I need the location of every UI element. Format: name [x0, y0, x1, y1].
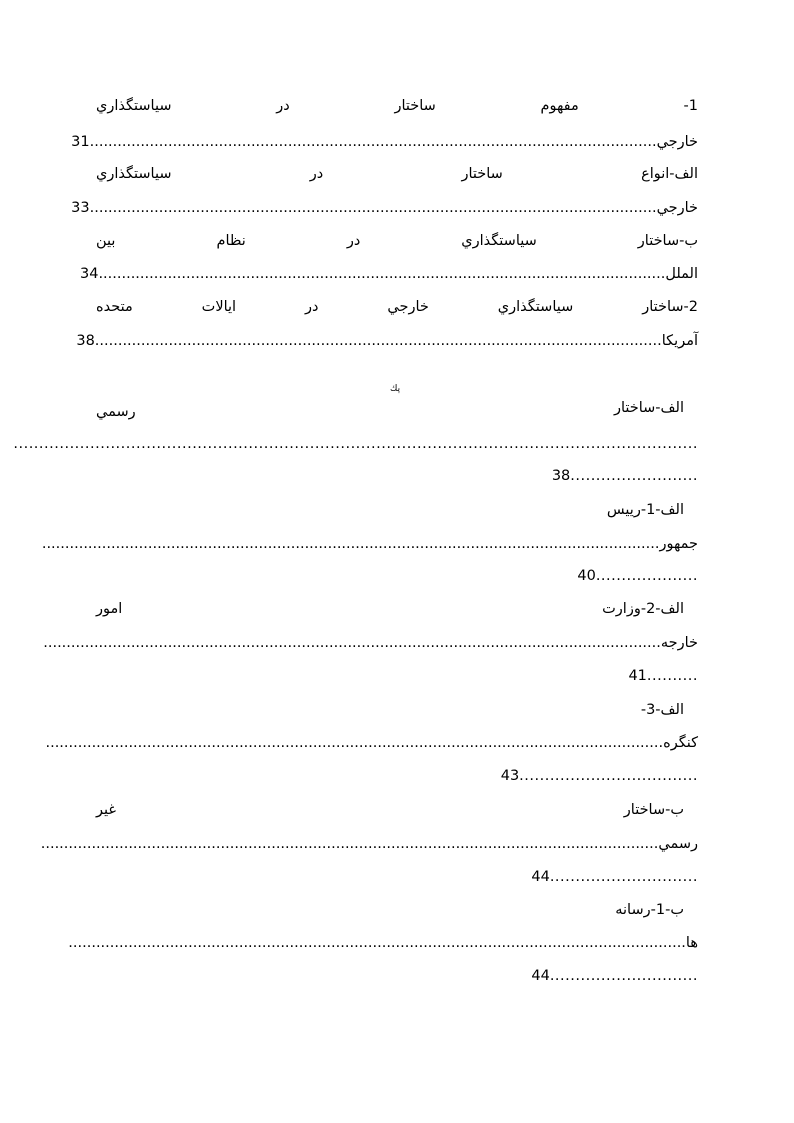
toc-entry-6-page-line [577, 566, 698, 586]
toc-word: ها [685, 935, 698, 951]
toc-entry-7-line-2 [43, 633, 698, 653]
toc-entry-4-line-1 [96, 297, 698, 317]
page-number: 43 [500, 768, 520, 784]
dot-leader: ...................................................................................................................................... [13, 436, 698, 452]
page-number: 40 [577, 568, 596, 584]
toc-word: جمهور [659, 536, 698, 552]
dot-leader: ...................................................................................................................................... [45, 735, 664, 751]
toc-word: ايالات [201, 299, 237, 315]
toc-entry-9-line-2 [40, 834, 698, 854]
toc-entry-5-word-1: الف-ساختار [613, 400, 684, 416]
toc-word: الملل [665, 266, 698, 282]
toc-word: نظام [216, 233, 246, 249]
page-number: 38 [551, 468, 571, 484]
toc-word: الف-انواع [641, 166, 698, 182]
toc-entry-5-word-2: رسمي [96, 404, 136, 420]
toc-word: در [346, 233, 361, 249]
dot-leader: .......... [646, 668, 698, 684]
toc-word: در [309, 166, 324, 182]
dot-leader: ......................... [570, 468, 698, 484]
toc-entry-5-dots [13, 434, 698, 454]
toc-word: ساختار [461, 166, 503, 182]
toc-entry-9-word-1: ب-ساختار [623, 802, 684, 818]
toc-word: خارجه [660, 635, 698, 651]
toc-entry-10-word-1: ب-1-رسانه [615, 902, 684, 918]
toc-entry-6-word-1: الف-1-رييس [606, 502, 684, 518]
toc-entry-1-line-2 [71, 132, 698, 152]
dot-leader: ............................. [549, 869, 698, 885]
page-number: 44 [531, 968, 550, 984]
toc-entry-7-word-1: الف-2-وزارت [602, 601, 684, 617]
toc-word: 1- [683, 98, 698, 114]
toc-entry-6-line-2 [41, 534, 698, 554]
page-number: 34 [79, 266, 99, 282]
toc-word: مفهوم [540, 98, 579, 114]
dot-leader: ........................................................................................................................... [89, 134, 657, 150]
dot-leader: ........................................................................................................................... [98, 266, 666, 282]
toc-word: در [276, 98, 290, 114]
toc-word: كنگره [663, 735, 698, 751]
dot-leader: .................... [595, 568, 698, 584]
toc-word: 2-ساختار [642, 299, 698, 315]
toc-word: ساختار [394, 98, 436, 114]
toc-entry-3-line-2 [79, 264, 698, 284]
toc-entry-8-line-2 [45, 733, 698, 753]
toc-word: آمريكا [661, 333, 698, 349]
toc-entry-9-page-line [531, 867, 698, 887]
small-mark: پك [390, 384, 401, 394]
toc-entry-7-word-2: امور [96, 601, 123, 617]
toc-entry-8-word-1: الف-3- [640, 702, 684, 718]
page-number: 33 [71, 200, 90, 216]
toc-entry-3-line-1 [96, 231, 698, 251]
toc-entry-1-line-1 [96, 96, 698, 116]
dot-leader: ...................................................................................................................................... [41, 536, 660, 552]
page-number: 38 [76, 333, 95, 349]
page-number: 41 [628, 668, 647, 684]
toc-word: رسمي [658, 836, 698, 852]
dot-leader: ...................................................................................................................................... [43, 635, 661, 651]
toc-word: خارجي [656, 134, 698, 150]
toc-entry-10-line-2 [68, 933, 698, 953]
dot-leader: ........................................................................................................................... [89, 200, 657, 216]
toc-entry-2-line-2 [71, 198, 698, 218]
dot-leader: ...................................................................................................................................... [40, 836, 659, 852]
toc-word: ب-ساختار [637, 233, 698, 249]
toc-entry-7-page-line [628, 666, 698, 686]
page-number: 31 [71, 134, 90, 150]
toc-entry-2-line-1 [96, 164, 698, 184]
toc-word: در [305, 299, 319, 315]
toc-word: سياستگذاري [497, 299, 574, 315]
dot-leader: ............................. [549, 968, 698, 984]
toc-word: خارجي [387, 299, 429, 315]
dot-leader: ...................................................................................................................................... [68, 935, 686, 951]
toc-word: خارجي [656, 200, 698, 216]
toc-word: بين [96, 233, 116, 249]
toc-entry-9-word-2: غير [96, 802, 116, 818]
toc-word: سياستگذاري [96, 98, 172, 114]
toc-word: سياستگذاري [96, 166, 172, 182]
toc-entry-5-page-line [552, 466, 698, 486]
toc-word: سياستگذاري [461, 233, 537, 249]
dot-leader: ........................................................................................................................... [94, 333, 662, 349]
toc-entry-8-page-line [501, 766, 698, 786]
toc-entry-10-page-line [531, 966, 698, 986]
page-number: 44 [531, 869, 550, 885]
toc-word: متحده [96, 299, 133, 315]
dot-leader: ................................... [519, 768, 698, 784]
toc-entry-4-line-2 [76, 331, 698, 351]
